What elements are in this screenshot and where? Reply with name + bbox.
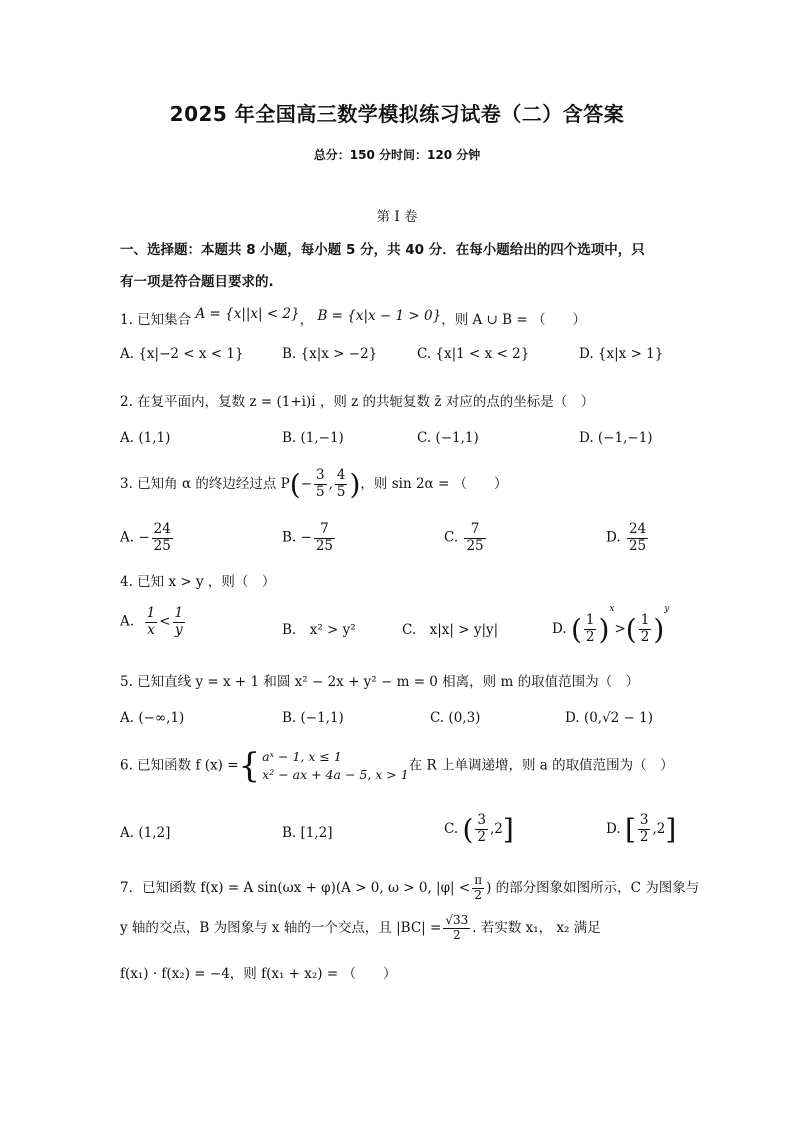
q3-option-c[interactable]: C. $\frac{7}{25}$ [444, 521, 484, 554]
case-1: aˣ − 1, x ≤ 1 [262, 749, 342, 764]
q5-option-a[interactable]: A. (−∞,1) [120, 710, 185, 726]
question-7-line3: f(x₁) · f(x₂) = −4，则 f(x₁ + x₂) = （ ） [120, 966, 397, 982]
q2-option-a[interactable]: A. (1,1) [120, 430, 171, 446]
section-heading-line1: 一、选择题：本题共 8 小题，每小题 5 分，共 40 分．在每小题给出的四个选项中，只 [120, 242, 645, 258]
question-1-stem: 1. 已知集合 A = {x||x| < 2}， B = {x|x − 1 > 0}，则 A ∪ B = （ ） [120, 306, 586, 328]
question-5-stem: 5. 已知直线 y = x + 1 和圆 x² − 2x + y² − m = 0 相离，则 m 的取值范围为（ ） [120, 674, 640, 690]
question-6-stem: 6. 已知函数 f (x) ={ aˣ − 1, x ≤ 1 x² − ax + 4a − 5, x > 1 在 R 上单调递增，则 a 的取值范围为（ ） [120, 746, 674, 786]
q4-option-a[interactable]: A. $\frac{1}{x}$ < $\frac{1}{y}$ [120, 605, 184, 638]
q1-option-c[interactable]: C. {x|1 < x < 2} [417, 346, 530, 362]
question-7-line2: y 轴的交点，B 为图象与 x 轴的一个交点，且 |BC| = $\frac{√33}{2}$ . 若实数 x₁， x₂ 满足 [120, 913, 601, 942]
q5-option-c[interactable]: C. (0,3) [430, 710, 481, 726]
q4-option-c[interactable]: C. x|x| > y|y| [402, 622, 499, 638]
q6-option-a[interactable]: A. (1,2] [120, 825, 171, 841]
case-2: x² − ax + 4a − 5, x > 1 [262, 767, 409, 782]
set-a: A = {x||x| < 2} [195, 306, 300, 322]
q2-option-d[interactable]: D. (−1,−1) [579, 430, 653, 446]
question-3-stem: 3. 已知角 α 的终边经过点 P(− $\frac{3}{5}$ , $\frac{4}{5}$ )，则 sin 2α = （ ） [120, 467, 508, 501]
set-b: B = {x|x − 1 > 0} [317, 308, 442, 324]
q3-option-d[interactable]: D. $\frac{24}{25}$ [606, 521, 647, 554]
point-y-fraction: $\frac{4}{5}$ [336, 467, 346, 500]
q3-option-b[interactable]: B. − $\frac{7}{25}$ [282, 521, 334, 554]
q3-option-a[interactable]: A. − $\frac{24}{25}$ [120, 521, 171, 554]
question-2-stem: 2. 在复平面内，复数 z = (1+i)i ，则 z 的共轭复数 z̄ 对应的点的坐标是（ ） [120, 394, 595, 410]
section-heading-line2: 有一项是符合题目要求的. [120, 274, 274, 290]
question-4-stem: 4. 已知 x > y ，则（ ） [120, 574, 276, 590]
page-title: 2025 年全国高三数学模拟练习试卷（二）含答案 [169, 102, 625, 126]
question-7-line1: 7．已知函数 f(x) = A sin(ωx + φ)(A > 0, ω > 0, |φ| < $\frac{\pi}{2}$ ) 的部分图象如图所示，C 为图象与 [120, 873, 700, 902]
q5-option-d[interactable]: D. (0,√2 − 1) [565, 710, 654, 726]
volume-heading: 第 I 卷 [376, 209, 418, 225]
q1-option-a[interactable]: A. {x|−2 < x < 1} [120, 346, 244, 362]
q6-option-b[interactable]: B. [1,2] [282, 825, 333, 841]
q4-option-b[interactable]: B. x² > y² [282, 622, 356, 638]
q2-option-b[interactable]: B. (1,−1) [282, 430, 344, 446]
q1-option-b[interactable]: B. {x|x > −2} [282, 346, 378, 362]
q6-option-d[interactable]: D. [ $\frac{3}{2}$ ,2] [606, 812, 677, 846]
point-x-fraction: $\frac{3}{5}$ [316, 467, 325, 500]
q6-option-c[interactable]: C. ( $\frac{3}{2}$ ,2] [444, 812, 514, 846]
q4-option-d[interactable]: D. ( $\frac{1}{2}$ )$^x$>( $\frac{1}{2}$ )$^y$ [552, 604, 670, 646]
q5-option-b[interactable]: B. (−1,1) [282, 710, 344, 726]
exam-info: 总分：150 分时间：120 分钟 [313, 148, 481, 162]
q2-option-c[interactable]: C. (−1,1) [417, 430, 479, 446]
q1-option-d[interactable]: D. {x|x > 1} [579, 346, 664, 362]
